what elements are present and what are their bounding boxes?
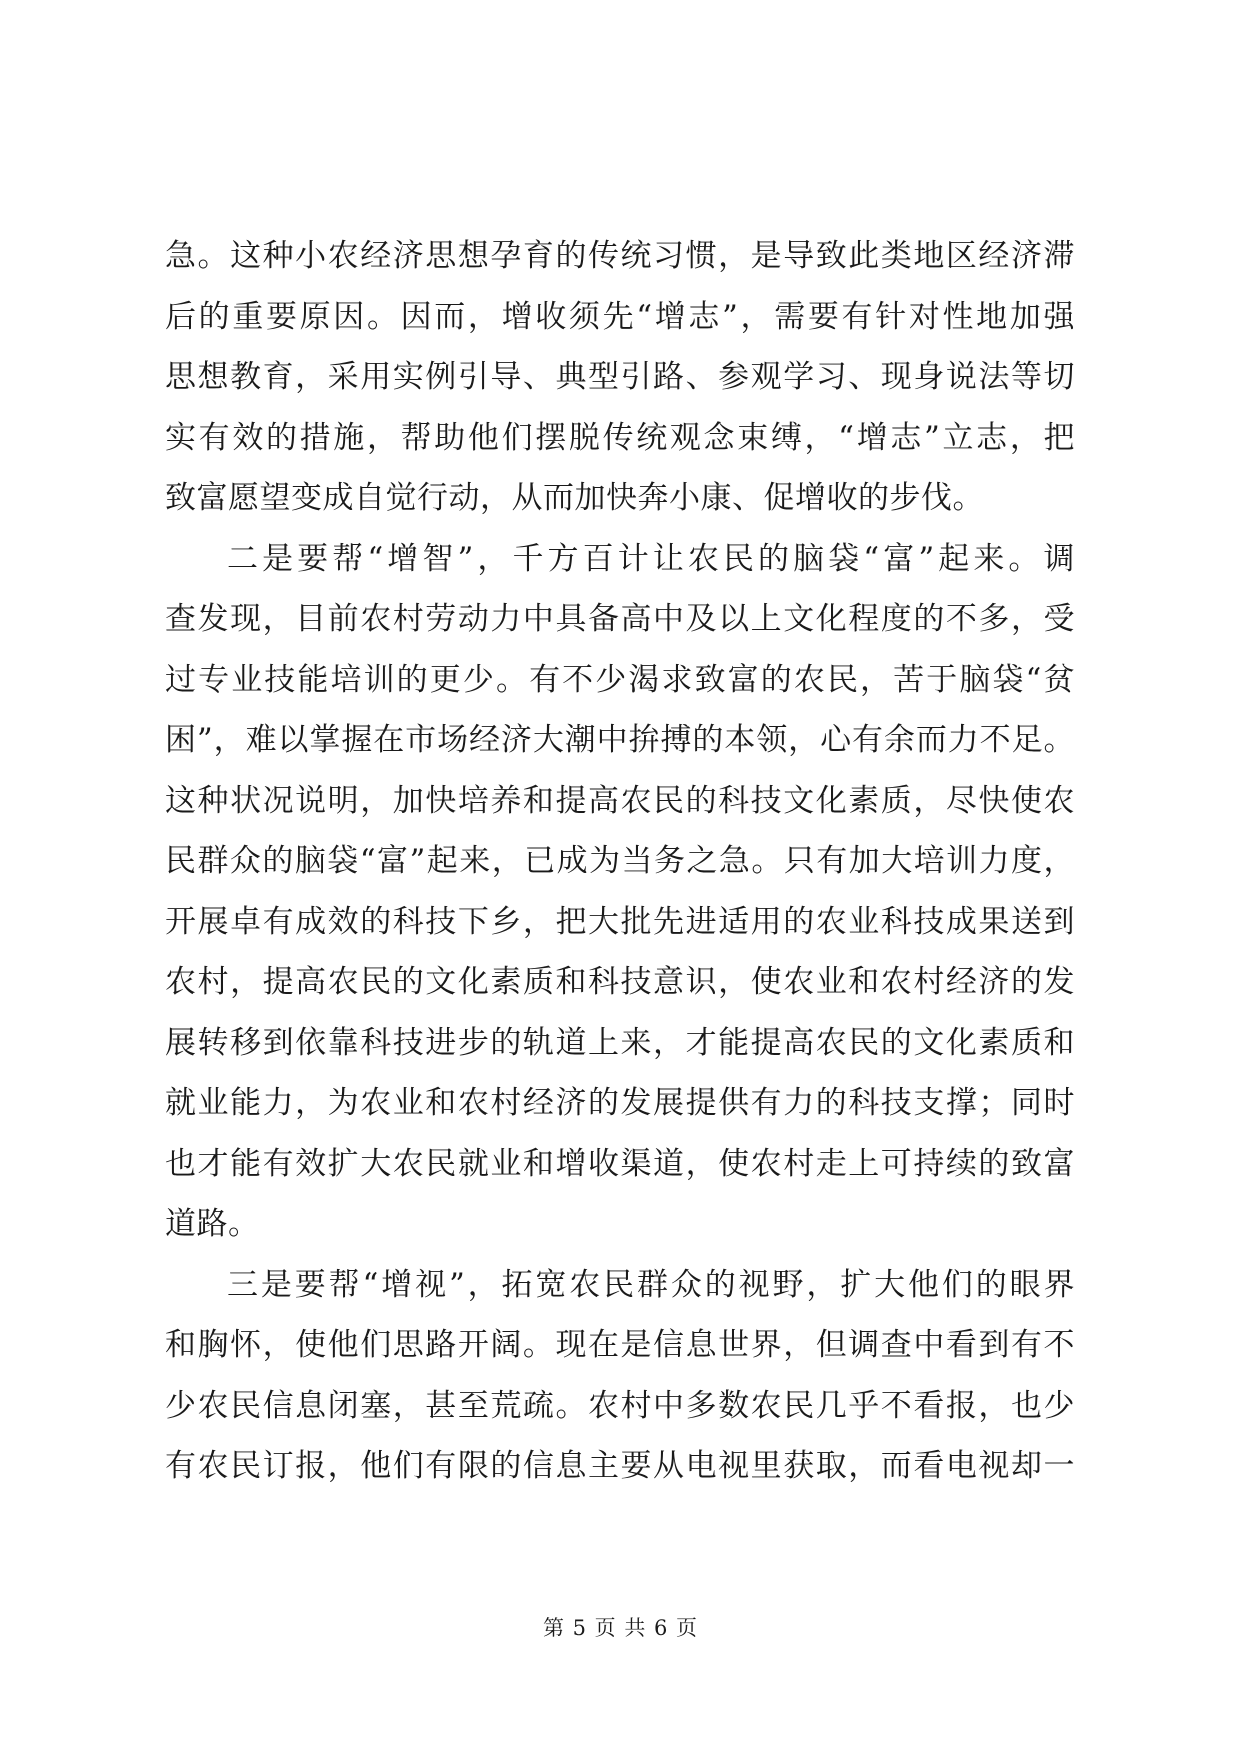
paragraph-2-line-2: 查发现，目前农村劳动力中具备高中及以上文化程度的不多，受	[165, 601, 1075, 637]
paragraph-3-line-3: 少农民信息闭塞，甚至荒疏。农村中多数农民几乎不看报，也少	[165, 1387, 1075, 1424]
paragraph-2-line-7: 开展卓有成效的科技下乡，把大批先进适用的农业科技成果送到	[165, 903, 1075, 940]
paragraph-3-line-4: 有农民订报，他们有限的信息主要从电视里获取，而看电视却一	[165, 1448, 1075, 1484]
paragraph-2-line-6: 民群众的脑袋“富”起来，已成为当务之急。只有加大培训力度，	[165, 843, 1075, 879]
paragraph-1-line-4: 实有效的措施，帮助他们摆脱传统观念束缚，“增志”立志，把	[165, 419, 1075, 456]
paragraph-3-line-1: 三是要帮“增视”，拓宽农民群众的视野，扩大他们的眼界	[227, 1266, 1075, 1303]
paragraph-2-line-8: 农村，提高农民的文化素质和科技意识，使农业和农村经济的发	[165, 964, 1075, 1000]
paragraph-1-line-3: 思想教育，采用实例引导、典型引路、参观学习、现身说法等切	[165, 359, 1075, 395]
document-body	[165, 226, 1075, 1497]
paragraph-1-line-2: 后的重要原因。因而，增收须先“增志”，需要有针对性地加强	[165, 298, 1075, 335]
paragraph-1-line-5: 致富愿望变成自觉行动，从而加快奔小康、促增收的步伐。	[165, 480, 984, 516]
paragraph-2-line-12: 道路。	[165, 1206, 260, 1242]
paragraph-2-line-11: 也才能有效扩大农民就业和增收渠道，使农村走上可持续的致富	[165, 1145, 1075, 1182]
paragraph-2-line-4: 困”，难以掌握在市场经济大潮中拚搏的本领，心有余而力不足。	[165, 722, 1075, 758]
page-number-footer: 第 5 页 共 6 页	[542, 1616, 699, 1640]
paragraph-2-line-1: 二是要帮“增智”，千方百计让农民的脑袋“富”起来。调	[227, 540, 1075, 577]
paragraph-2-line-3: 过专业技能培训的更少。有不少渴求致富的农民，苦于脑袋“贫	[165, 661, 1075, 698]
paragraph-3-line-2: 和胸怀，使他们思路开阔。现在是信息世界，但调查中看到有不	[165, 1327, 1075, 1363]
paragraph-1-line-1: 急。这种小农经济思想孕育的传统习惯，是导致此类地区经济滞	[165, 238, 1075, 274]
paragraph-2-line-10: 就业能力，为农业和农村经济的发展提供有力的科技支撑；同时	[165, 1085, 1075, 1121]
paragraph-2-line-9: 展转移到依靠科技进步的轨道上来，才能提高农民的文化素质和	[165, 1024, 1075, 1061]
paragraph-2-line-5: 这种状况说明，加快培养和提高农民的科技文化素质，尽快使农	[165, 782, 1075, 819]
